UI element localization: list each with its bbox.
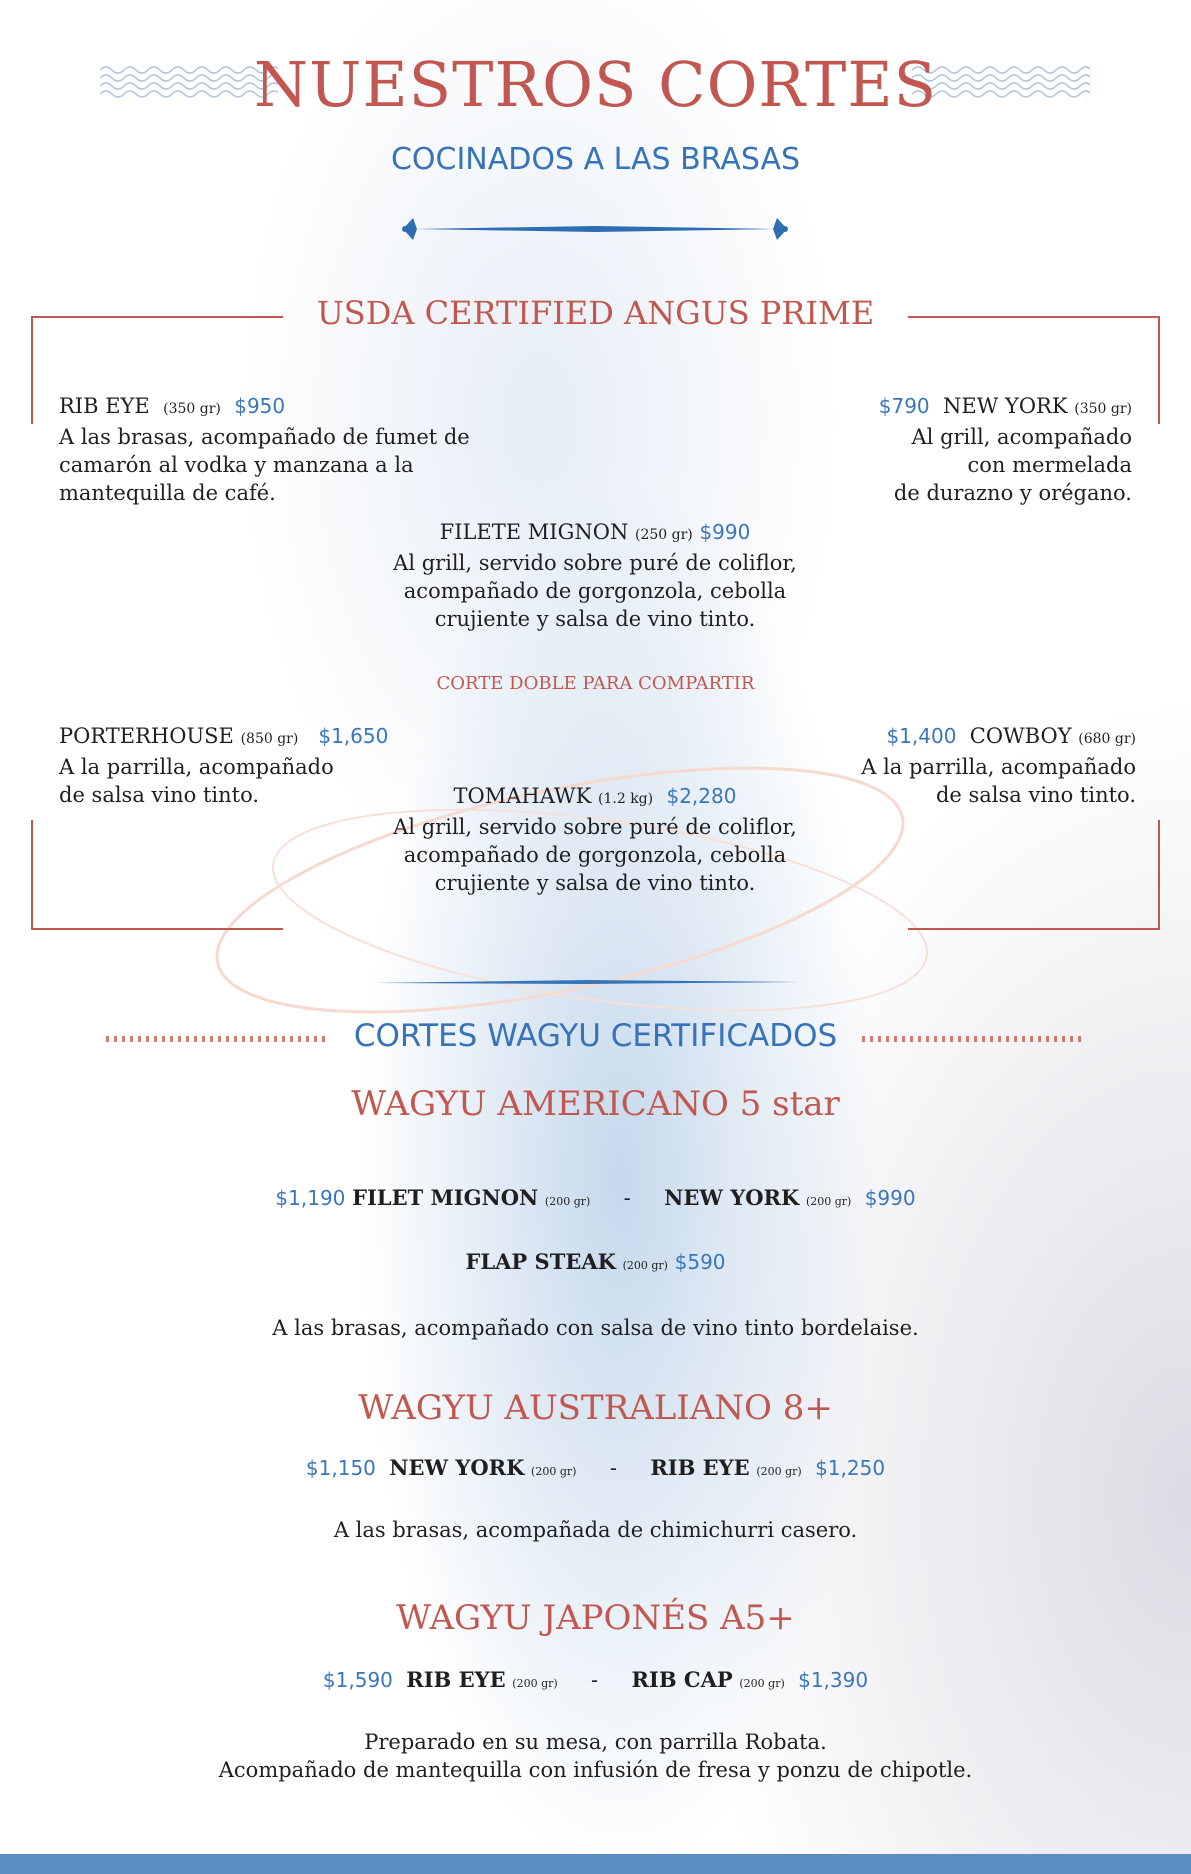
frame-line <box>31 820 33 930</box>
item-weight: (350 gr) <box>1074 401 1132 417</box>
item-desc: acompañado de gorgonzola, cebolla <box>403 579 787 603</box>
item-desc: de salsa vino tinto. <box>935 783 1136 807</box>
menu-item-new-york <box>760 392 1132 507</box>
item-weight: (200 gr) <box>739 1677 785 1690</box>
item-price: $990 <box>864 1186 916 1210</box>
item-price: $990 <box>699 520 751 544</box>
item-price: $1,190 <box>275 1186 346 1210</box>
doble-label: CORTE DOBLE PARA COMPARTIR <box>436 673 755 694</box>
item-price: $950 <box>234 394 286 418</box>
item-weight: (200 gr) <box>544 1195 591 1208</box>
wagyu-americano-row-2 <box>0 1248 1191 1280</box>
item-desc: A las brasas, acompañado de fumet de <box>59 425 470 449</box>
menu-item-rib-eye <box>59 392 479 507</box>
wagyu-japones-desc-2: Acompañado de mantequilla con infusión de fresa y ponzu de chipotle. <box>218 1758 973 1782</box>
item-desc: A la parrilla, acompañado <box>59 755 334 779</box>
divider-line <box>376 978 800 986</box>
item-name: COWBOY <box>969 724 1072 748</box>
item-weight: (680 gr) <box>1078 731 1136 747</box>
wagyu-australiano-title: WAGYU AUSTRALIANO 8+ <box>358 1388 833 1428</box>
item-weight: (200 gr) <box>805 1195 852 1208</box>
item-price: $1,150 <box>305 1456 376 1480</box>
item-name: RIB CAP <box>631 1667 733 1692</box>
item-weight: (200 gr) <box>756 1465 802 1478</box>
item-name: RIB EYE <box>650 1455 750 1480</box>
item-name: NEW YORK <box>389 1455 525 1480</box>
item-weight: (350 gr) <box>163 401 221 417</box>
page-subtitle: COCINADOS A LAS BRASAS <box>390 142 801 177</box>
wagyu-japones-desc-1: Preparado en su mesa, con parrilla Robata. <box>364 1730 827 1754</box>
frame-line <box>31 316 33 424</box>
item-desc: crujiente y salsa de vino tinto. <box>434 871 756 895</box>
separator: - <box>609 1456 617 1480</box>
item-desc: de salsa vino tinto. <box>59 783 260 807</box>
wagyu-japones-row <box>0 1666 1191 1698</box>
item-price: $1,390 <box>798 1668 869 1692</box>
menu-item-filete-mignon <box>345 518 845 633</box>
item-price: $2,280 <box>666 784 737 808</box>
item-price: $590 <box>674 1250 726 1274</box>
item-weight: (1.2 kg) <box>598 791 654 807</box>
section-title-wagyu: CORTES WAGYU CERTIFICADOS <box>353 1018 838 1054</box>
page-title: NUESTROS CORTES <box>253 48 938 121</box>
item-name: NEW YORK <box>943 394 1068 418</box>
item-desc: Al grill, servido sobre puré de coliflor, <box>393 551 797 575</box>
divider-ornament <box>395 212 795 246</box>
menu-item-tomahawk <box>345 782 845 897</box>
item-desc: crujiente y salsa de vino tinto. <box>434 607 756 631</box>
frame-line <box>908 928 1160 930</box>
wagyu-americano-title: WAGYU AMERICANO 5 star <box>351 1084 840 1124</box>
frame-line <box>31 928 283 930</box>
item-name: RIB EYE <box>406 1667 506 1692</box>
item-price: $1,400 <box>886 724 957 748</box>
item-name: NEW YORK <box>664 1185 800 1210</box>
section-title-angus: USDA CERTIFIED ANGUS PRIME <box>316 294 875 332</box>
item-desc: con mermelada <box>967 453 1132 477</box>
item-name: FILET MIGNON <box>352 1185 539 1210</box>
item-price: $1,250 <box>815 1456 886 1480</box>
item-name: RIB EYE <box>59 394 150 418</box>
item-price: $790 <box>878 394 930 418</box>
wagyu-americano-desc: A las brasas, acompañado con salsa de vino tinto bordelaise. <box>272 1316 919 1340</box>
item-weight: (250 gr) <box>635 527 693 543</box>
frame-line <box>1158 316 1160 424</box>
item-weight: (850 gr) <box>240 731 299 747</box>
item-name: PORTERHOUSE <box>59 724 234 748</box>
item-weight: (200 gr) <box>512 1677 558 1690</box>
wagyu-australiano-row <box>0 1454 1191 1486</box>
wagyu-japones-title: WAGYU JAPONÉS A5+ <box>396 1598 795 1638</box>
separator: - <box>623 1186 631 1210</box>
item-desc: Al grill, servido sobre puré de coliflor, <box>393 815 797 839</box>
item-name: FILETE MIGNON <box>439 520 629 544</box>
item-desc: camarón al vodka y manzana a la <box>59 453 414 477</box>
item-price: $1,650 <box>318 724 389 748</box>
item-desc: Al grill, acompañado <box>911 425 1132 449</box>
item-weight: (200 gr) <box>531 1465 577 1478</box>
item-price: $1,590 <box>322 1668 393 1692</box>
item-weight: (200 gr) <box>622 1259 668 1272</box>
item-name: TOMAHAWK <box>453 784 592 808</box>
item-name: FLAP STEAK <box>465 1249 616 1274</box>
item-desc: A la parrilla, acompañado <box>861 755 1136 779</box>
item-desc: de durazno y orégano. <box>893 481 1132 505</box>
item-desc: acompañado de gorgonzola, cebolla <box>403 843 787 867</box>
frame-line <box>1158 820 1160 930</box>
wagyu-australiano-desc: A las brasas, acompañada de chimichurri casero. <box>333 1518 858 1542</box>
item-desc: mantequilla de café. <box>59 481 276 505</box>
separator: - <box>591 1668 599 1692</box>
bottom-band <box>0 1854 1191 1874</box>
wagyu-americano-row-1 <box>0 1184 1191 1216</box>
